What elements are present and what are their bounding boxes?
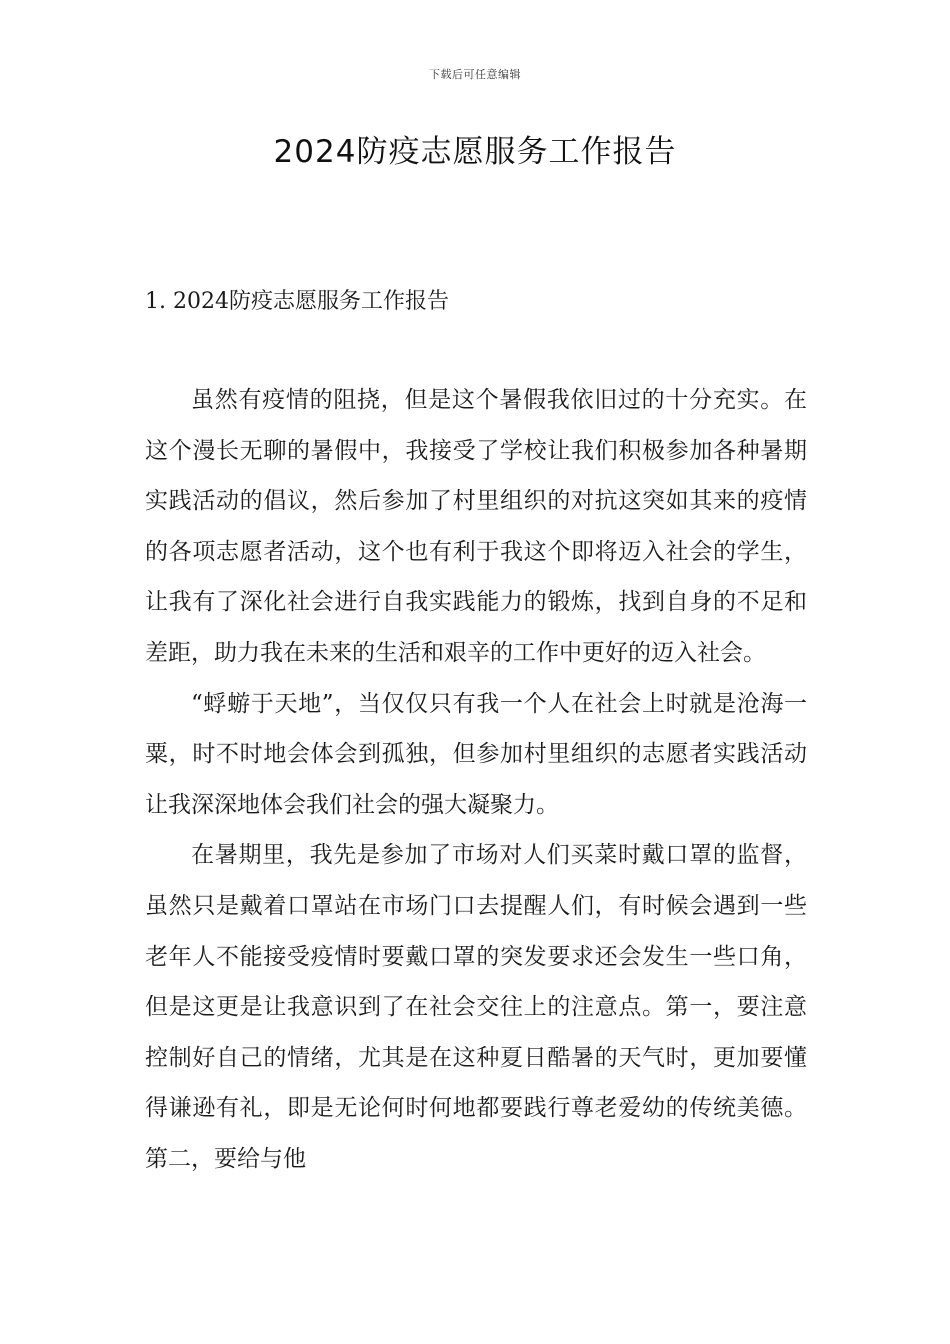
paragraph: 虽然有疫情的阻挠，但是这个暑假我依旧过的十分充实。在这个漫长无聊的暑假中，我接受了学校让我们积极参加各种暑期实践活动的倡议，然后参加了村里组织的对抗这突如其来的疫情的各项志愿者活动，这个也有利于我这个即将迈入社会的学生，让我有了深化社会进行自我实践能力的锻炼，找到自身的不足和差距，助力我在未来的生活和艰辛的工作中更好的迈入社会。 [145, 387, 807, 666]
body-text [145, 375, 807, 1185]
header-note: 下载后可任意编辑 [429, 68, 521, 81]
section-heading: 1. 2024防疫志愿服务工作报告 [145, 289, 449, 314]
paragraph: 在暑期里，我先是参加了市场对人们买菜时戴口罩的监督，虽然只是戴着口罩站在市场门口去提醒人们，有时候会遇到一些老年人不能接受疫情时要戴口罩的突发要求还会发生一些口角，但是这更是让我意识到了在社会交往上的注意点。第一，要注意控制好自己的情绪，尤其是在这种夏日酷暑的天气时，更加要懂得谦逊有礼，即是无论何时何地都要践行尊老爱幼的传统美德。第二，要给与他 [145, 842, 807, 1172]
paragraph: “蜉蝣于天地”，当仅仅只有我一个人在社会上时就是沧海一粟，时不时地会体会到孤独，但参加村里组织的志愿者实践活动让我深深地体会我们社会的强大凝聚力。 [145, 690, 807, 818]
document-title: 2024防疫志愿服务工作报告 [273, 134, 677, 170]
